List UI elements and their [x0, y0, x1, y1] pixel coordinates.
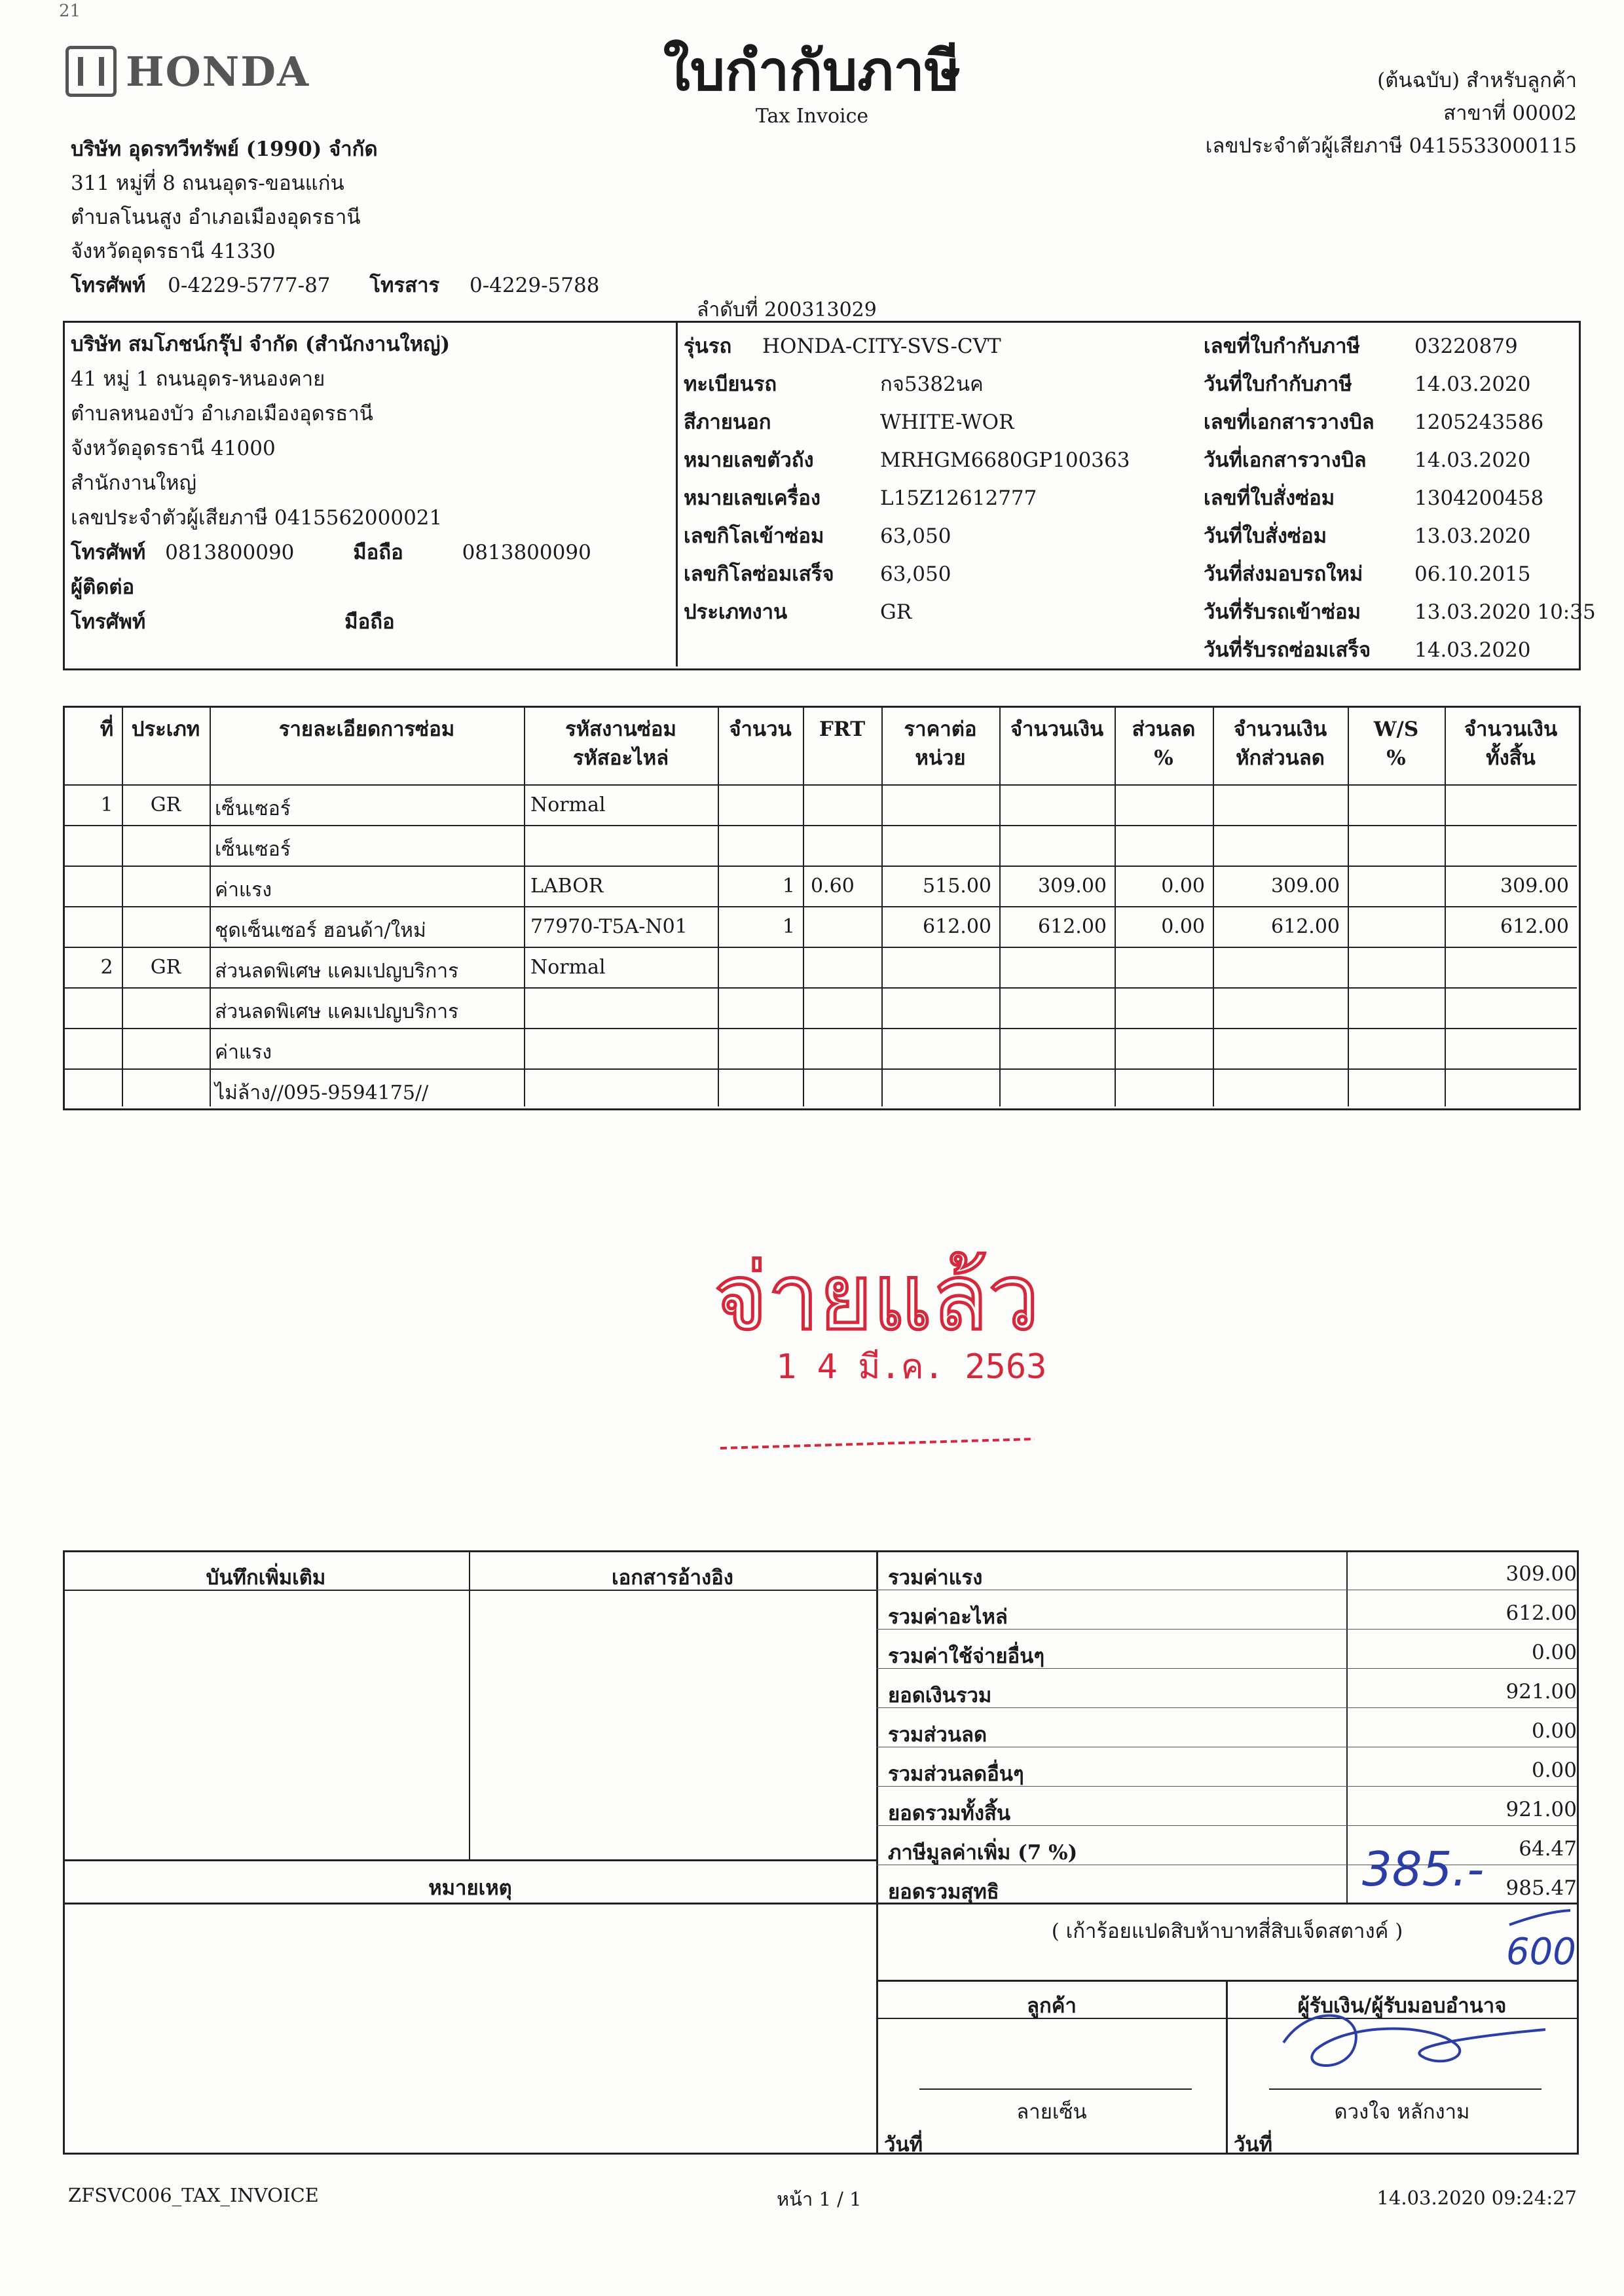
page-number: หน้า 1 / 1 [777, 2188, 862, 2210]
summary-label: รวมค่าอะไหล่ [888, 1605, 1008, 1629]
docinfo-label: เลขที่เอกสารวางบิล [1204, 410, 1375, 434]
vehicle-labels [684, 327, 834, 631]
th-desc: รายละเอียดการซ่อม [278, 718, 455, 741]
table-cell-desc: ส่วนลดพิเศษ แคมเปญบริการ [215, 1000, 459, 1023]
vehicle-label: ประเภทงาน [684, 600, 788, 624]
docinfo-value: 13.03.2020 [1414, 524, 1531, 548]
seller-phone: 0-4229-5777-87 [168, 274, 331, 297]
th-code-line2: รหัสอะไหล่ [572, 746, 669, 770]
th-amount: จำนวนเงิน [1010, 718, 1104, 741]
th-net [1213, 715, 1348, 773]
remark-label: หมายเหตุ [428, 1876, 512, 1900]
vehicle-label: หมายเลขตัวถัง [684, 448, 814, 472]
table-cell-code: Normal [530, 956, 606, 979]
seller-contact [71, 268, 599, 302]
table-cell-code: Normal [530, 793, 606, 816]
vehicle-label: สีภายนอก [684, 410, 771, 434]
summary-label: ภาษีมูลค่าเพิ่ม (7 %) [888, 1841, 1078, 1865]
table-cell-qty: 1 [782, 915, 795, 938]
th-ws-line2: % [1386, 746, 1406, 770]
vehicle-value: 63,050 [880, 562, 951, 586]
summary-label: รวมค่าใช้จ่ายอื่นๆ [888, 1645, 1045, 1668]
seller-addr2: ตำบลโนนสูง อำเภอเมืองอุดรธานี [71, 206, 361, 229]
th-net-line2: หักส่วนลด [1236, 746, 1325, 770]
th-frt: FRT [819, 718, 866, 741]
handwritten-stroke [1509, 1910, 1570, 1925]
table-cell-desc: ค่าแรง [215, 1041, 272, 1064]
summary-row-line [876, 1825, 1577, 1826]
th-price-line2: หน่วย [915, 746, 966, 770]
docinfo-label: วันที่รับรถเข้าซ่อม [1204, 600, 1361, 624]
summary-label: ยอดรวมทั้งสิ้น [888, 1802, 1011, 1825]
vehicle-value: WHITE-WOR [880, 410, 1014, 434]
th-qty: จำนวน [729, 718, 792, 741]
vehicle-value: MRHGM6680GP100363 [880, 448, 1130, 472]
vehicle-label: ทะเบียนรถ [684, 373, 777, 396]
branch: สาขาที่ 00002 [1443, 101, 1577, 125]
receiver-date-label: วันที่ [1234, 2133, 1273, 2157]
vehicle-label: รุ่นรถ [684, 335, 732, 358]
table-cell-net: 612.00 [1271, 915, 1340, 938]
remark-top-line [63, 1859, 877, 1861]
copy-label: (ต้นฉบับ) สำหรับลูกค้า [1377, 69, 1577, 92]
seller-fax-label: โทรสาร [369, 274, 440, 297]
th-total [1445, 715, 1577, 773]
vehicle-label: หมายเลขเครื่อง [684, 486, 821, 510]
docinfo-value: 03220879 [1414, 335, 1518, 358]
paid-stamp [707, 1237, 1048, 1459]
docinfo-labels [1204, 327, 1375, 669]
page-bottom-line [63, 2153, 1579, 2155]
customer-signature-line [919, 2088, 1192, 2090]
table-cell-net: 309.00 [1271, 875, 1340, 898]
amount-in-words: ( เก้าร้อยแปดสิบห้าบาทสี่สิบเจ็ดสตางค์ ) [1051, 1920, 1403, 1943]
header-right [1206, 64, 1577, 162]
receiver-signature-stroke [1283, 2016, 1545, 2066]
customer-phone: 0813800090 [165, 541, 295, 564]
th-type: ประเภท [131, 718, 200, 741]
table-cell-desc: เซ็นเซอร์ [215, 838, 291, 861]
table-row-line [63, 784, 1577, 786]
customer-info [71, 327, 591, 640]
summary-value: 0.00 [1531, 1719, 1577, 1743]
refdoc-label: เอกสารอ้างอิง [612, 1566, 733, 1590]
page-label: 21 [59, 1, 81, 21]
sign-customer-label: ลูกค้า [1027, 1994, 1077, 2018]
th-price-line1: ราคาต่อ [904, 718, 977, 741]
docinfo-label: วันที่ใบกำกับภาษี [1204, 373, 1352, 396]
th-ws [1348, 715, 1445, 773]
customer-phone2-label: โทรศัพท์ [71, 610, 146, 634]
customer-date-label: วันที่ [884, 2133, 923, 2157]
document-title: ใบกำกับภาษี [663, 38, 961, 103]
summary-left-line [63, 1550, 65, 2153]
th-discount-line1: ส่วนลด [1132, 718, 1196, 741]
seller-info [71, 132, 599, 302]
table-cell-desc: ชุดเซ็นเซอร์ ฮอนด้า/ใหม่ [215, 919, 426, 942]
paid-stamp-underline [720, 1439, 1035, 1448]
table-cell-price: 515.00 [923, 875, 991, 898]
vehicle-label: เลขกิโลเข้าซ่อม [684, 524, 824, 548]
table-cell-desc: เซ็นเซอร์ [215, 797, 291, 820]
table-cell-total: 612.00 [1500, 915, 1569, 938]
table-cell-price: 612.00 [923, 915, 991, 938]
table-cell-frt: 0.60 [811, 875, 855, 898]
vehicle-value: L15Z12612777 [880, 486, 1037, 510]
seller-name: บริษัท อุดรทวีทรัพย์ (1990) จำกัด [71, 137, 378, 161]
customer-addr3: จังหวัดอุดรธานี 41000 [71, 437, 276, 460]
vehicle-value: กจ5382นค [880, 373, 984, 396]
docinfo-value: 14.03.2020 [1414, 448, 1531, 472]
customer-office: สำนักงานใหญ่ [71, 471, 197, 495]
docinfo-label: วันที่ส่งมอบรถใหม่ [1204, 562, 1363, 586]
table-cell-type: GR [150, 793, 181, 816]
customer-mobile2-label: มือถือ [344, 610, 395, 634]
table-cell-desc: ส่วนลดพิเศษ แคมเปญบริการ [215, 960, 459, 983]
customer-addr1: 41 หมู่ 1 ถนนอุดร-หนองคาย [71, 367, 325, 391]
logo-text: HONDA [126, 47, 310, 96]
vehicle-value: GR [880, 600, 912, 624]
summary-value: 64.47 [1519, 1837, 1577, 1861]
summary-label: รวมค่าแรง [888, 1566, 983, 1590]
seller-tax-id: เลขประจำตัวผู้เสียภาษี 0415533000115 [1205, 134, 1577, 158]
vehicle-value: HONDA-CITY-SVS-CVT [762, 335, 1001, 358]
seller-fax: 0-4229-5788 [469, 274, 600, 297]
summary-divider [876, 1550, 878, 2153]
customer-taxid: เลขประจำตัวผู้เสียภาษี 0415562000021 [71, 506, 443, 530]
table-cell-amount: 309.00 [1038, 875, 1107, 898]
customer-mobile-label: มือถือ [353, 541, 403, 564]
form-code: ZFSVC006_TAX_INVOICE [68, 2184, 319, 2206]
table-cell-disc: 0.00 [1161, 915, 1205, 938]
summary-value: 0.00 [1531, 1758, 1577, 1782]
paid-stamp-graphic [707, 1237, 1048, 1453]
table-cell-no: 1 [100, 793, 113, 816]
document-subtitle: Tax Invoice [755, 105, 869, 128]
table-row-line [63, 947, 1577, 948]
th-no: ที่ [100, 718, 114, 741]
table-cell-qty: 1 [782, 875, 795, 898]
table-row-line [63, 1028, 1577, 1029]
receiver-signature-line [1269, 2088, 1541, 2090]
th-net-line1: จำนวนเงิน [1233, 718, 1327, 741]
summary-value: 921.00 [1505, 1680, 1577, 1704]
summary-value-divider [1346, 1550, 1348, 1904]
seller-addr1: 311 หมู่ที่ 8 ถนนอุดร-ขอนแก่น [71, 172, 344, 195]
th-discount-line2: % [1154, 746, 1173, 770]
summary-row-line [876, 1707, 1577, 1708]
paid-stamp-date: 1 4 มี.ค. 2563 [776, 1347, 1047, 1387]
receiver-name: ดวงใจ หลักงาม [1334, 2100, 1470, 2124]
docinfo-label: เลขที่ใบสั่งซ่อม [1204, 486, 1335, 510]
th-total-line1: จำนวนเงิน [1464, 718, 1558, 741]
docinfo-value: 13.03.2020 10:35 [1414, 600, 1596, 624]
receiver-signature [1257, 1997, 1572, 2088]
docinfo-value: 14.03.2020 [1414, 373, 1531, 396]
summary-value: 612.00 [1505, 1601, 1577, 1625]
signature-label: ลายเซ็น [1016, 2100, 1087, 2124]
summary-label: ยอดเงินรวม [888, 1684, 992, 1707]
docinfo-values [1414, 327, 1596, 669]
customer-name: บริษัท สมโภชน์กรุ๊ป จำกัด (สำนักงานใหญ่) [71, 333, 451, 356]
table-cell-total: 309.00 [1500, 875, 1569, 898]
summary-row-line [876, 1629, 1577, 1630]
docinfo-value: 1205243586 [1414, 410, 1544, 434]
customer-mobile: 0813800090 [462, 541, 591, 564]
docinfo-value: 06.10.2015 [1414, 562, 1531, 586]
customer-phone-label: โทรศัพท์ [71, 541, 146, 564]
vehicle-value: 63,050 [880, 524, 951, 548]
table-cell-desc: ไม่ล้าง//095-9594175// [215, 1082, 429, 1104]
docinfo-label: เลขที่ใบกำกับภาษี [1204, 335, 1360, 358]
th-ws-line1: W/S [1373, 718, 1419, 741]
handwritten-600: 600 [1506, 1931, 1576, 1973]
th-total-line2: ทั้งสิ้น [1486, 746, 1536, 770]
summary-value: 309.00 [1505, 1562, 1577, 1586]
summary-value: 921.00 [1505, 1798, 1577, 1821]
printed-timestamp: 14.03.2020 09:24:27 [1376, 2187, 1577, 2209]
summary-top-line [63, 1550, 1577, 1552]
summary-row-line [876, 1786, 1577, 1787]
table-row-line [63, 906, 1577, 907]
docinfo-label: วันที่รับรถซ่อมเสร็จ [1204, 638, 1371, 662]
table-cell-desc: ค่าแรง [215, 879, 272, 902]
info-divider [676, 321, 678, 666]
notes-divider [469, 1550, 470, 1859]
summary-label: ยอดรวมสุทธิ [888, 1880, 999, 1904]
table-row-line [63, 1068, 1577, 1070]
th-code-line1: รหัสงานซ่อม [565, 718, 676, 741]
th-discount [1115, 715, 1213, 773]
summary-row-line [876, 1668, 1577, 1669]
notes-label: บันทึกเพิ่มเติม [206, 1566, 326, 1590]
summary-label: รวมส่วนลด [888, 1723, 987, 1747]
table-cell-no: 2 [100, 956, 113, 979]
th-code [524, 715, 718, 773]
vehicle-label: เลขกิโลซ่อมเสร็จ [684, 562, 834, 586]
customer-addr2: ตำบลหนองบัว อำเภอเมืองอุดรธานี [71, 402, 373, 426]
paid-stamp-word: จ่ายแล้ว [714, 1245, 1040, 1351]
vehicle-values [762, 327, 1130, 631]
docinfo-value: 1304200458 [1414, 486, 1544, 510]
table-cell-disc: 0.00 [1161, 875, 1205, 898]
docinfo-label: วันที่ใบสั่งซ่อม [1204, 524, 1327, 548]
handwritten-385: 385.- [1362, 1842, 1485, 1897]
seller-phone-label: โทรศัพท์ [71, 274, 146, 297]
table-row-line [63, 987, 1577, 989]
sign-receiver-label: ผู้รับเงิน/ผู้รับมอบอำนาจ [1297, 1994, 1507, 2018]
customer-contact-label: ผู้ติดต่อ [71, 575, 135, 599]
table-cell-type: GR [150, 956, 181, 979]
table-row-line [63, 866, 1577, 867]
customer-phone-row [71, 536, 591, 570]
summary-value: 985.47 [1505, 1876, 1577, 1900]
summary-label: รวมส่วนลดอื่นๆ [888, 1762, 1024, 1786]
docinfo-value: 14.03.2020 [1414, 638, 1531, 662]
table-cell-amount: 612.00 [1038, 915, 1107, 938]
table-cell-code: 77970-T5A-N01 [530, 915, 688, 938]
sequence-number: ลำดับที่ 200313029 [697, 299, 877, 321]
table-row-line [63, 825, 1577, 826]
handwritten-notes [1349, 1833, 1585, 1990]
seller-addr3: จังหวัดอุดรธานี 41330 [71, 240, 276, 263]
th-price [881, 715, 999, 773]
customer-phone2-row [71, 605, 591, 640]
summary-value: 0.00 [1531, 1641, 1577, 1664]
table-cell-code: LABOR [530, 875, 604, 898]
docinfo-label: วันที่เอกสารวางบิล [1204, 448, 1367, 472]
